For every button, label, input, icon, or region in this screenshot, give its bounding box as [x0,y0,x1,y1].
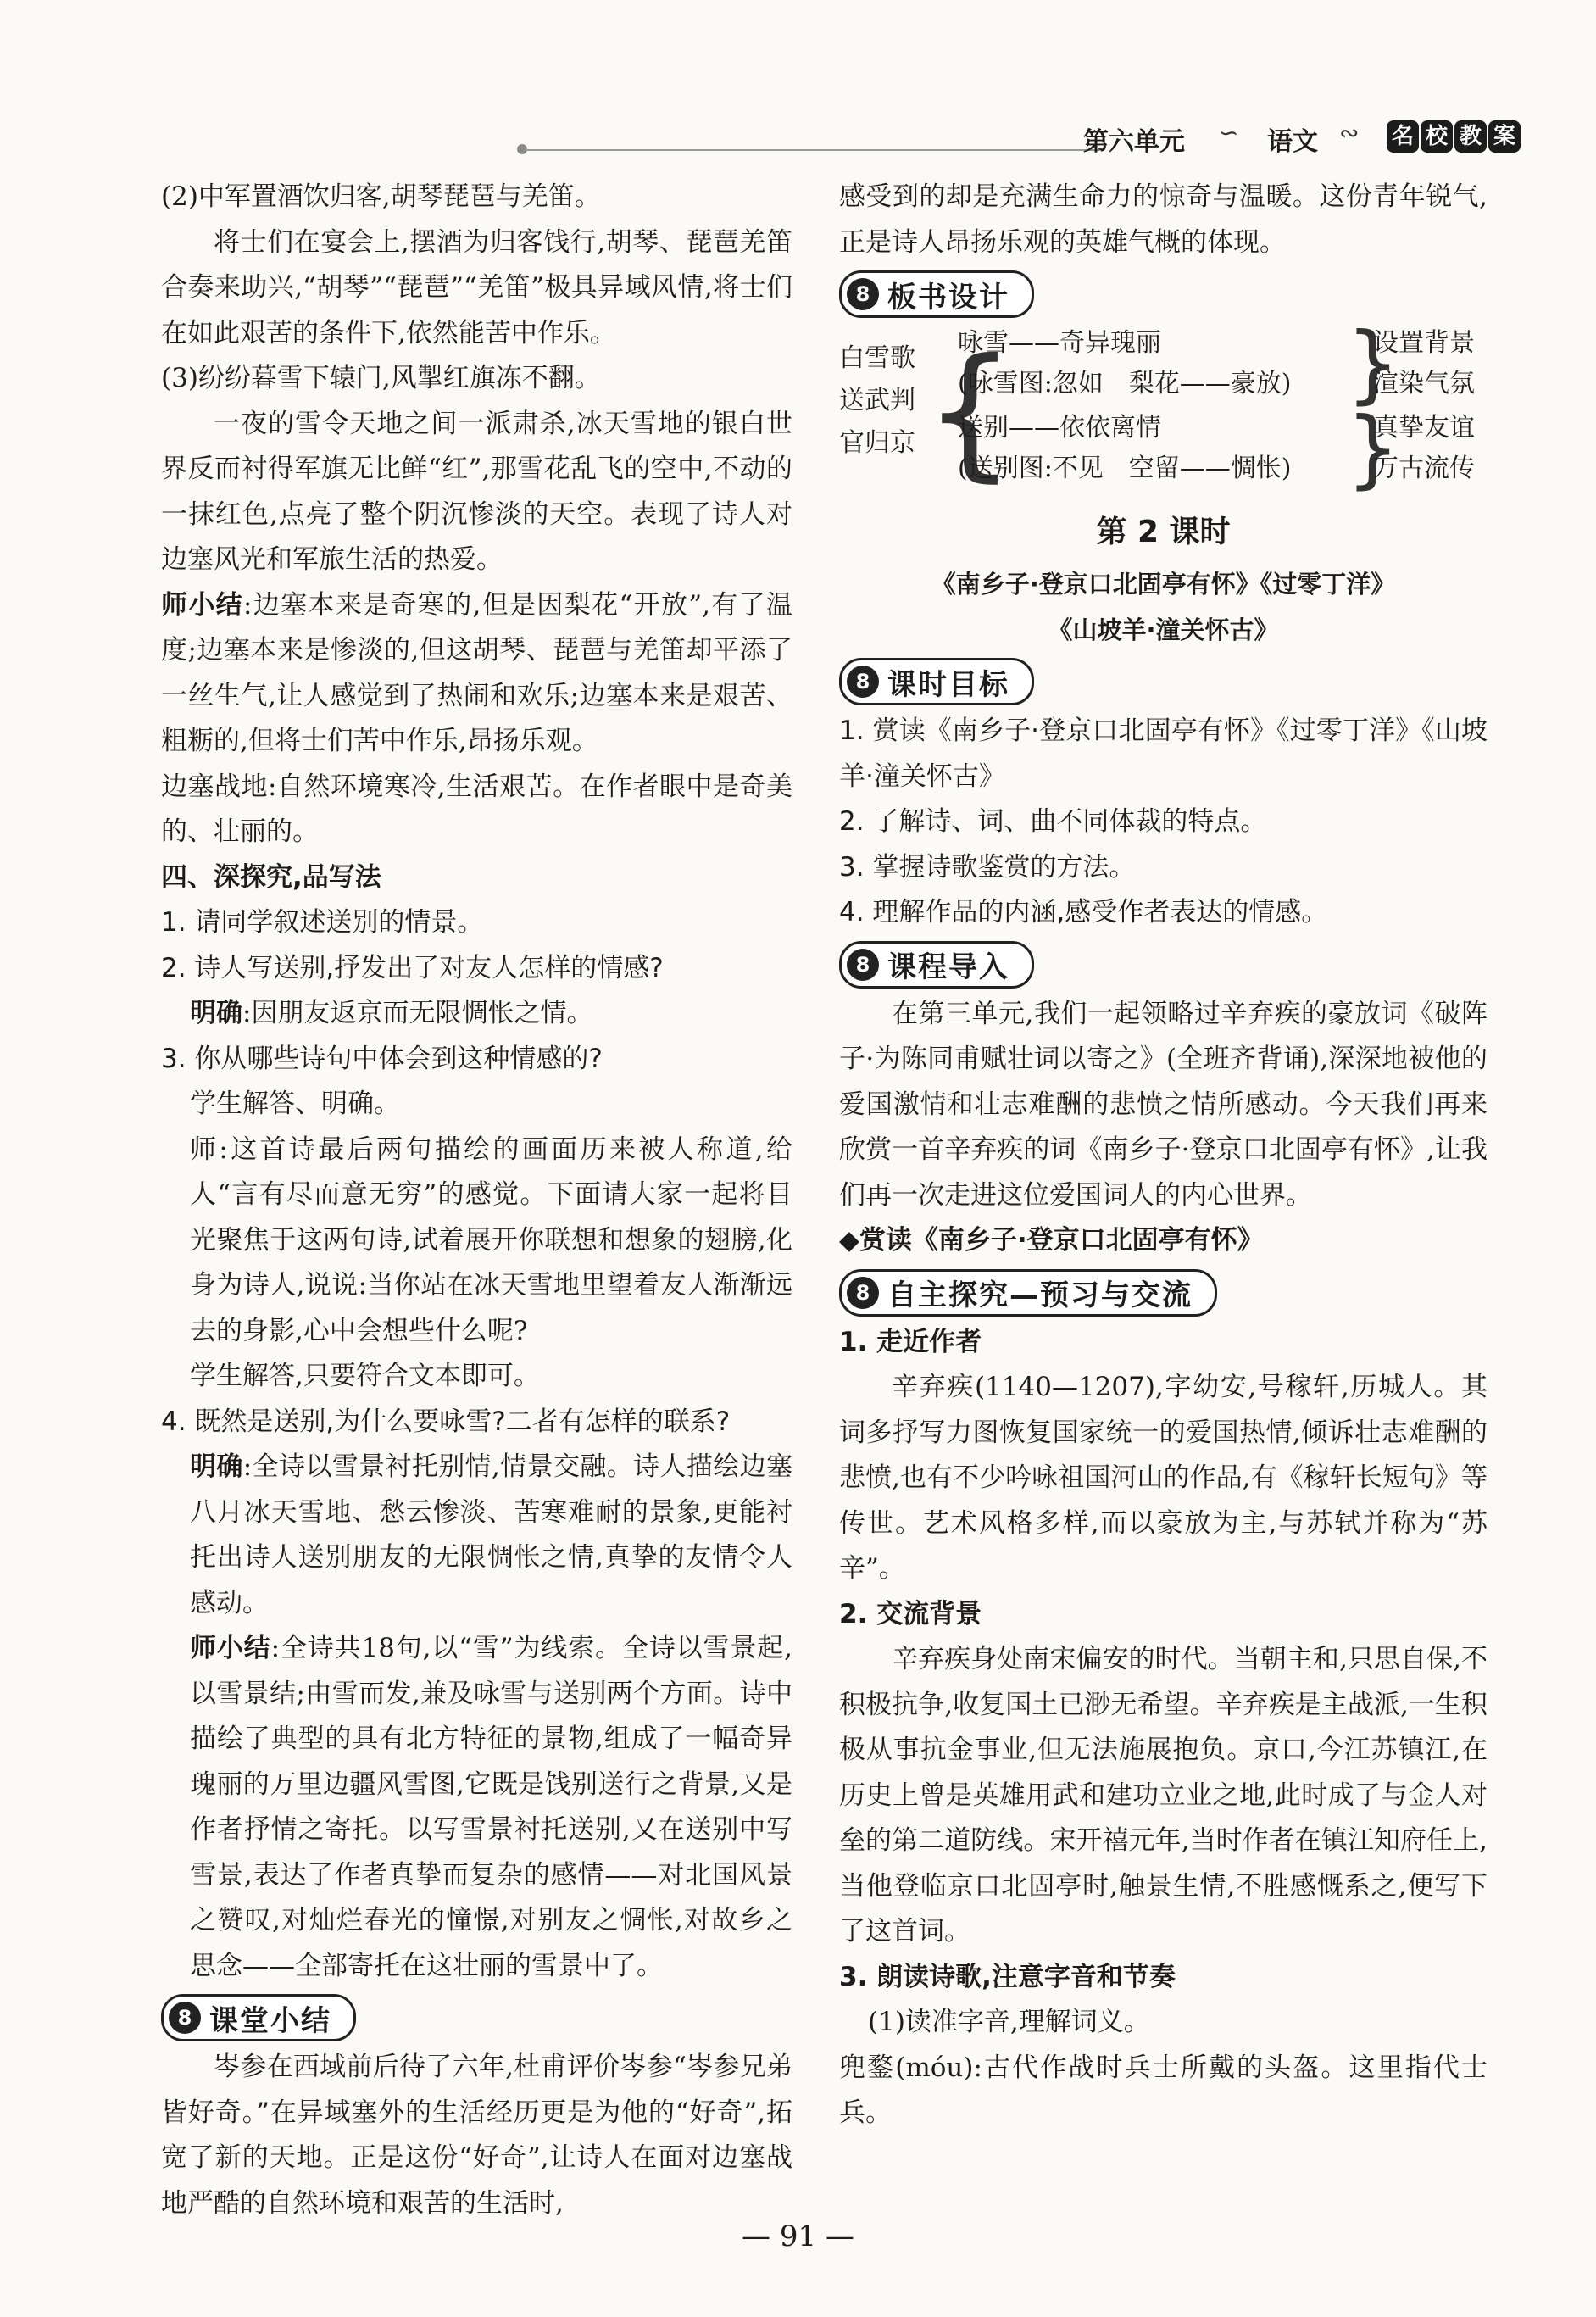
badge-board-design [839,270,1034,318]
goal-2: 2. 了解诗、词、曲不同体裁的特点。 [839,806,1267,837]
badge-icon: 8 [847,666,879,698]
badge-goals [839,658,1034,705]
teacher-summary-1 [161,583,792,765]
board-a4: (送别图:不见 空留——惆怅) [958,454,1292,483]
board-title-1: 白雪歌 [839,343,915,373]
question-1: 1. 请同学叙述送别的情景。 [161,907,484,938]
step-1-heading: 1. 走近作者 [839,1326,982,1357]
brace-right-1: } [1346,314,1400,413]
answer-3b: 师:这首诗最后两句描绘的画面历来被人称道,给人“言有尽而意无穷”的感觉。下面请大家一起将目光聚焦于这两句诗,试着展开你联想和想象的翅膀,化身为诗人,说说:当你站在冰天雪地里望着友人渐渐远去的身影,心中会想些什么呢? [190,1133,792,1346]
header-subject: 语文 [1267,127,1318,157]
badge-icon: 8 [847,949,879,981]
badge-icon: 8 [847,278,879,310]
vocab-definition: (móu):古代作战时兵士所戴的头盔。这里指代士兵。 [839,2052,1488,2128]
logo-char: 案 [1488,120,1521,153]
label-clarify: 明确 [190,998,242,1028]
answer-4a-text: :全诗以雪景衬托别情,情景交融。诗人描绘边塞八月冰天雪地、愁云惨淡、苦寒难耐的景象,更能衬托出诗人送别朋友的无限惆怅之情,真挚的友情令人感动。 [190,1451,793,1618]
badge-label: 课时目标 [887,667,1009,702]
question-2: 2. 诗人写送别,抒发出了对友人怎样的情感? [161,952,664,983]
badge-label: 课程导入 [887,950,1009,984]
page-number: — 91 — [742,2220,854,2253]
brace-left: { [924,328,1016,496]
header-unit: 第六单元 [1083,127,1185,157]
answer-3c: 学生解答,只要符合文本即可。 [190,1361,540,1391]
badge-label: 板书设计 [887,280,1009,315]
poem-titles-1: 《南乡子·登京口北固亭有怀》《过零丁洋》 [931,570,1396,599]
section-4-heading: 四、深探究,品写法 [161,861,381,893]
paragraph-intro: 在第三单元,我们一起领略过辛弃疾的豪放词《破阵子·为陈同甫赋壮词以寄之》(全班齐背诵),深深地被他的爱国激情和壮志难酬的悲愤之情所感动。今天我们再来欣赏一首辛弃疾的词《南乡子·登京口北固亭有怀》,让我们再一次走进这位爱国词人的内心世界。 [839,998,1488,1211]
brace-right-2: } [1346,398,1400,498]
answer-2-text: :因朋友返京而无限惆怅之情。 [242,998,593,1028]
paragraph-frontier: 边塞战地:自然环境寒冷,生活艰苦。在作者眼中是奇美的、壮丽的。 [161,771,792,847]
page-header [0,115,1596,166]
step-3b [839,2046,1488,2136]
board-c1: 设置背景 [1373,328,1475,358]
paragraph-background: 辛弃疾身处南宋偏安的时代。当朝主和,只思自保,不积极抗争,收复国土已渺无希望。辛弃疾是主战派,一生积极从事抗金事业,但无法施展抱负。京口,今江苏镇江,在历史上曾是英雄用武和建功立业之地,此时成了与金人对垒的第二道防线。宋开禧元年,当时作者在镇江知府任上,当他登临京口北固亭时,触景生情,不胜感慨系之,便写下了这首词。 [839,1644,1488,1947]
answer-3a: 学生解答、明确。 [190,1089,400,1119]
poem-line-3: (3)纷纷暮雪下辕门,风掣红旗冻不翻。 [161,363,601,393]
board-a2: (咏雪图:忽如 梨花——豪放) [958,369,1292,398]
header-logo [1387,120,1522,153]
badge-label: 课堂小结 [209,2003,331,2038]
badge-icon: 8 [169,2002,201,2034]
paragraph-continue: 感受到的却是充满生命力的惊奇与温暖。这份青年锐气,正是诗人昂扬乐观的英雄气概的体现。 [839,181,1488,258]
board-c2: 渲染气氛 [1373,369,1475,398]
step-2-heading: 2. 交流背景 [839,1598,982,1629]
step-3-heading: 3. 朗读诗歌,注意字音和节奏 [839,1961,1176,1992]
board-title-3: 官归京 [839,428,915,458]
board-a1: 咏雪——奇异瑰丽 [958,328,1161,358]
logo-char: 教 [1454,120,1487,153]
poem-line-2: (2)中军置酒饮归客,胡琴琵琶与羌笛。 [161,181,601,212]
badge-class-summary [161,1994,356,2041]
question-4: 4. 既然是送别,为什么要咏雪?二者有怎样的联系? [161,1406,731,1437]
header-rule [526,149,1102,151]
answer-4b [161,1626,792,1989]
paragraph-snow: 一夜的雪令天地之间一派肃杀,冰天雪地的银白世界反而衬得军旗无比鲜“红”,那雪花乱飞的空中,不动的一抹红色,点亮了整个阴沉惨淡的天空。表现了诗人对边塞风光和军旅生活的热爱。 [161,408,792,575]
lesson-title: 第 2 课时 [1096,515,1231,549]
step-3a: (1)读准字音,理解词义。 [868,2007,1150,2037]
left-column [161,175,792,2226]
board-title-2: 送武判 [839,386,915,415]
answer-4b-text: :全诗共18句,以“雪”为线索。全诗以雪景起,以雪景结;由雪而发,兼及咏雪与送别两个方面。诗中描绘了典型的具有北方特征的景物,组成了一幅奇异瑰丽的万里边疆风雪图,它既是饯别送行之背景,又是作者抒情之寄托。以写雪景衬托送别,又在送别中写雪景,表达了作者真挚而复杂的感情——对北国风景之赞叹,对灿烂春光的憧憬,对别友之惆怅,对故乡之思念——全部寄托在这壮丽的雪景中了。 [190,1633,793,1981]
badge-explore [839,1269,1217,1317]
answer-4a [161,1445,792,1626]
board-c4: 万古流传 [1373,454,1475,483]
answer-2 [161,991,792,1037]
paragraph-banquet: 将士们在宴会上,摆酒为归客饯行,胡琴、琵琶羌笛合奏来助兴,“胡琴”“琵琶”“羌笛”极具异域风情,将士们在如此艰苦的条件下,依然能苦中作乐。 [161,226,792,348]
goal-3: 3. 掌握诗歌鉴赏的方法。 [839,851,1136,883]
board-c3: 真挚友谊 [1373,413,1475,443]
badge-icon: 8 [847,1277,879,1309]
header-ornament-right: ∾ [1339,119,1360,147]
goal-4: 4. 理解作品的内涵,感受作者表达的情感。 [839,897,1328,927]
badge-intro [839,941,1034,989]
appreciate-heading: ◆赏读《南乡子·登京口北固亭有怀》 [839,1225,1264,1256]
logo-char: 名 [1387,120,1419,153]
right-column [839,175,1488,2136]
question-3: 3. 你从哪些诗句中体会到这种情感的? [161,1043,603,1074]
paragraph-summary: 岑参在西域前后待了六年,杜甫评价岑参“岑参兄弟皆好奇。”在异域塞外的生活经历更是为他的“好奇”,拓宽了新的天地。正是这份“好奇”,让诗人在面对边塞战地严酷的自然环境和艰苦的生活时, [161,2052,792,2219]
badge-label: 自主探究—预习与交流 [887,1278,1193,1312]
board-a3: 送别——依依离情 [958,413,1161,443]
teacher-summary-text: :边塞本来是奇寒的,但是因梨花“开放”,有了温度;边塞本来是惨淡的,但这胡琴、琵琶与羌笛却平添了一丝生气,让人感觉到了热闹和欢乐;边塞本来是艰苦、粗粝的,但将士们苦中作乐,昂扬乐观。 [161,589,793,756]
header-ornament-left: ∽ [1219,119,1239,147]
label-teacher-summary: 师小结 [161,589,244,621]
label-teacher-summary: 师小结 [190,1633,271,1663]
paragraph-author: 辛弃疾(1140—1207),字幼安,号稼轩,历城人。其词多抒写力图恢复国家统一的爱国热情,倾诉壮志难酬的悲愤,也有不少吟咏祖国河山的作品,有《稼轩长短句》等传世。艺术风格多样,而以豪放为主,与苏轼并称为“苏辛”。 [839,1372,1488,1584]
logo-char: 校 [1421,120,1453,153]
vocab-word: 兜鍪 [839,2052,896,2083]
goal-1: 1. 赏读《南乡子·登京口北固亭有怀》《过零丁洋》《山坡羊·潼关怀古》 [839,716,1488,792]
board-design [839,314,1488,498]
label-clarify: 明确 [190,1451,243,1482]
poem-titles-2: 《山坡羊·潼关怀古》 [1048,615,1279,644]
